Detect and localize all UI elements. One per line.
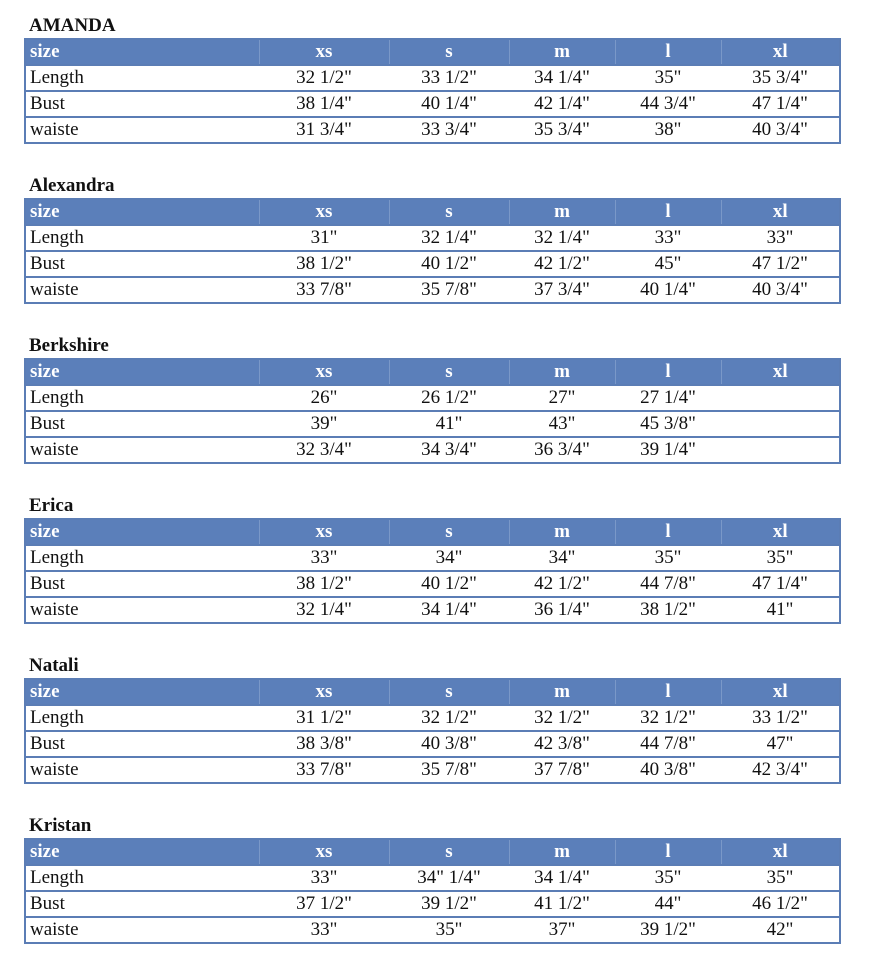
header-m: m xyxy=(509,199,615,225)
row-label: waiste xyxy=(25,117,259,143)
header-row xyxy=(25,39,840,65)
cell-xs: 38 1/2" xyxy=(259,571,389,597)
size-table xyxy=(24,38,841,144)
row-label: Bust xyxy=(25,891,259,917)
cell-xl: 35" xyxy=(721,545,840,571)
row-label: waiste xyxy=(25,437,259,463)
header-xl: xl xyxy=(721,359,840,385)
cell-l: 38 1/2" xyxy=(615,597,721,623)
cell-xl xyxy=(721,437,840,463)
cell-xs: 38 3/8" xyxy=(259,731,389,757)
cell-xs: 39" xyxy=(259,411,389,437)
cell-m: 36 3/4" xyxy=(509,437,615,463)
cell-m: 42 3/8" xyxy=(509,731,615,757)
cell-xs: 26" xyxy=(259,385,389,411)
header-xs: xs xyxy=(259,199,389,225)
cell-m: 42 1/2" xyxy=(509,251,615,277)
cell-l: 27 1/4" xyxy=(615,385,721,411)
cell-xl: 40 3/4" xyxy=(721,117,840,143)
header-xs: xs xyxy=(259,359,389,385)
header-row xyxy=(25,679,840,705)
header-row xyxy=(25,519,840,545)
chart-title: Alexandra xyxy=(29,175,115,196)
size-table xyxy=(24,678,841,784)
cell-m: 34 1/4" xyxy=(509,865,615,891)
header-xl: xl xyxy=(721,39,840,65)
header-m: m xyxy=(509,519,615,545)
cell-xl: 42" xyxy=(721,917,840,943)
cell-s: 34 1/4" xyxy=(389,597,509,623)
header-xl: xl xyxy=(721,839,840,865)
header-m: m xyxy=(509,839,615,865)
cell-xl: 46 1/2" xyxy=(721,891,840,917)
cell-m: 37 3/4" xyxy=(509,277,615,303)
table-row-waiste xyxy=(25,597,840,623)
cell-l: 35" xyxy=(615,865,721,891)
header-size-label: size xyxy=(30,841,60,862)
cell-xs: 33" xyxy=(259,545,389,571)
header-s: s xyxy=(389,199,509,225)
table-row-waiste xyxy=(25,917,840,943)
cell-l: 33" xyxy=(615,225,721,251)
cell-xs: 32 1/2" xyxy=(259,65,389,91)
row-label: Length xyxy=(25,705,259,731)
cell-s: 40 1/2" xyxy=(389,251,509,277)
header-s: s xyxy=(389,359,509,385)
header-l: l xyxy=(615,39,721,65)
table-row-bust xyxy=(25,411,840,437)
chart-title: Erica xyxy=(29,495,74,516)
header-xl: xl xyxy=(721,519,840,545)
cell-m: 36 1/4" xyxy=(509,597,615,623)
cell-l: 35" xyxy=(615,545,721,571)
cell-m: 42 1/4" xyxy=(509,91,615,117)
cell-xl: 33" xyxy=(721,225,840,251)
table-row-length xyxy=(25,705,840,731)
table-row-bust xyxy=(25,571,840,597)
header-l: l xyxy=(615,519,721,545)
header-size-label: size xyxy=(30,681,60,702)
cell-s: 32 1/2" xyxy=(389,705,509,731)
row-label: waiste xyxy=(25,917,259,943)
table-row-bust xyxy=(25,251,840,277)
cell-m: 34 1/4" xyxy=(509,65,615,91)
chart-title: Natali xyxy=(29,655,79,676)
cell-s: 35 7/8" xyxy=(389,757,509,783)
cell-l: 44 7/8" xyxy=(615,731,721,757)
row-label: Length xyxy=(25,865,259,891)
header-row xyxy=(25,199,840,225)
cell-xs: 32 1/4" xyxy=(259,597,389,623)
row-label: Bust xyxy=(25,571,259,597)
cell-s: 26 1/2" xyxy=(389,385,509,411)
chart-title: Berkshire xyxy=(29,335,109,356)
header-s: s xyxy=(389,519,509,545)
cell-s: 34" 1/4" xyxy=(389,865,509,891)
header-l: l xyxy=(615,199,721,225)
cell-xs: 38 1/4" xyxy=(259,91,389,117)
row-label: Bust xyxy=(25,251,259,277)
cell-s: 34" xyxy=(389,545,509,571)
row-label: Length xyxy=(25,65,259,91)
cell-xl: 47 1/2" xyxy=(721,251,840,277)
cell-xs: 33 7/8" xyxy=(259,277,389,303)
cell-xl: 41" xyxy=(721,597,840,623)
cell-xs: 38 1/2" xyxy=(259,251,389,277)
cell-m: 32 1/4" xyxy=(509,225,615,251)
header-size-label: size xyxy=(30,41,60,62)
row-label: waiste xyxy=(25,757,259,783)
row-label: Length xyxy=(25,225,259,251)
cell-xs: 31 1/2" xyxy=(259,705,389,731)
header-xs: xs xyxy=(259,839,389,865)
cell-l: 35" xyxy=(615,65,721,91)
header-xl: xl xyxy=(721,199,840,225)
cell-m: 43" xyxy=(509,411,615,437)
cell-s: 33 1/2" xyxy=(389,65,509,91)
cell-xl: 33 1/2" xyxy=(721,705,840,731)
cell-xl: 35" xyxy=(721,865,840,891)
table-row-length xyxy=(25,65,840,91)
cell-m: 34" xyxy=(509,545,615,571)
table-row-waiste xyxy=(25,757,840,783)
header-size-label: size xyxy=(30,521,60,542)
cell-xs: 31 3/4" xyxy=(259,117,389,143)
cell-l: 40 1/4" xyxy=(615,277,721,303)
chart-title: Kristan xyxy=(29,815,92,836)
cell-s: 32 1/4" xyxy=(389,225,509,251)
table-row-bust xyxy=(25,891,840,917)
cell-s: 41" xyxy=(389,411,509,437)
table-row-length xyxy=(25,545,840,571)
table-row-length xyxy=(25,225,840,251)
size-table xyxy=(24,198,841,304)
table-row-length xyxy=(25,385,840,411)
header-m: m xyxy=(509,39,615,65)
cell-s: 40 1/2" xyxy=(389,571,509,597)
cell-s: 33 3/4" xyxy=(389,117,509,143)
header-m: m xyxy=(509,679,615,705)
header-m: m xyxy=(509,359,615,385)
header-l: l xyxy=(615,359,721,385)
cell-xl: 35 3/4" xyxy=(721,65,840,91)
header-xs: xs xyxy=(259,39,389,65)
cell-m: 42 1/2" xyxy=(509,571,615,597)
cell-m: 37" xyxy=(509,917,615,943)
cell-l: 39 1/4" xyxy=(615,437,721,463)
cell-xl: 47" xyxy=(721,731,840,757)
cell-l: 44 7/8" xyxy=(615,571,721,597)
cell-s: 40 3/8" xyxy=(389,731,509,757)
row-label: waiste xyxy=(25,277,259,303)
cell-m: 35 3/4" xyxy=(509,117,615,143)
row-label: Bust xyxy=(25,731,259,757)
cell-m: 41 1/2" xyxy=(509,891,615,917)
header-s: s xyxy=(389,679,509,705)
chart-title: AMANDA xyxy=(29,15,116,36)
cell-xs: 32 3/4" xyxy=(259,437,389,463)
size-table xyxy=(24,838,841,944)
cell-xl xyxy=(721,385,840,411)
row-label: Bust xyxy=(25,411,259,437)
cell-l: 39 1/2" xyxy=(615,917,721,943)
row-label: waiste xyxy=(25,597,259,623)
row-label: Length xyxy=(25,545,259,571)
cell-xl: 40 3/4" xyxy=(721,277,840,303)
cell-l: 45 3/8" xyxy=(615,411,721,437)
cell-xs: 33 7/8" xyxy=(259,757,389,783)
header-size-label: size xyxy=(30,361,60,382)
cell-s: 35" xyxy=(389,917,509,943)
cell-l: 38" xyxy=(615,117,721,143)
row-label: Length xyxy=(25,385,259,411)
cell-xs: 33" xyxy=(259,865,389,891)
cell-xs: 37 1/2" xyxy=(259,891,389,917)
row-label: Bust xyxy=(25,91,259,117)
cell-l: 40 3/8" xyxy=(615,757,721,783)
cell-l: 44 3/4" xyxy=(615,91,721,117)
cell-s: 40 1/4" xyxy=(389,91,509,117)
cell-xl: 42 3/4" xyxy=(721,757,840,783)
cell-m: 32 1/2" xyxy=(509,705,615,731)
cell-xl xyxy=(721,411,840,437)
table-row-waiste xyxy=(25,117,840,143)
header-s: s xyxy=(389,839,509,865)
cell-m: 37 7/8" xyxy=(509,757,615,783)
size-table xyxy=(24,518,841,624)
table-row-waiste xyxy=(25,437,840,463)
table-row-bust xyxy=(25,731,840,757)
cell-m: 27" xyxy=(509,385,615,411)
header-row xyxy=(25,839,840,865)
table-row-length xyxy=(25,865,840,891)
header-size-label: size xyxy=(30,201,60,222)
cell-xl: 47 1/4" xyxy=(721,91,840,117)
cell-l: 44" xyxy=(615,891,721,917)
header-s: s xyxy=(389,39,509,65)
header-l: l xyxy=(615,679,721,705)
header-row xyxy=(25,359,840,385)
header-l: l xyxy=(615,839,721,865)
cell-xs: 33" xyxy=(259,917,389,943)
table-row-bust xyxy=(25,91,840,117)
cell-l: 45" xyxy=(615,251,721,277)
cell-s: 35 7/8" xyxy=(389,277,509,303)
table-row-waiste xyxy=(25,277,840,303)
cell-xs: 31" xyxy=(259,225,389,251)
cell-l: 32 1/2" xyxy=(615,705,721,731)
header-xl: xl xyxy=(721,679,840,705)
size-table xyxy=(24,358,841,464)
cell-s: 34 3/4" xyxy=(389,437,509,463)
header-xs: xs xyxy=(259,679,389,705)
cell-xl: 47 1/4" xyxy=(721,571,840,597)
cell-s: 39 1/2" xyxy=(389,891,509,917)
header-xs: xs xyxy=(259,519,389,545)
